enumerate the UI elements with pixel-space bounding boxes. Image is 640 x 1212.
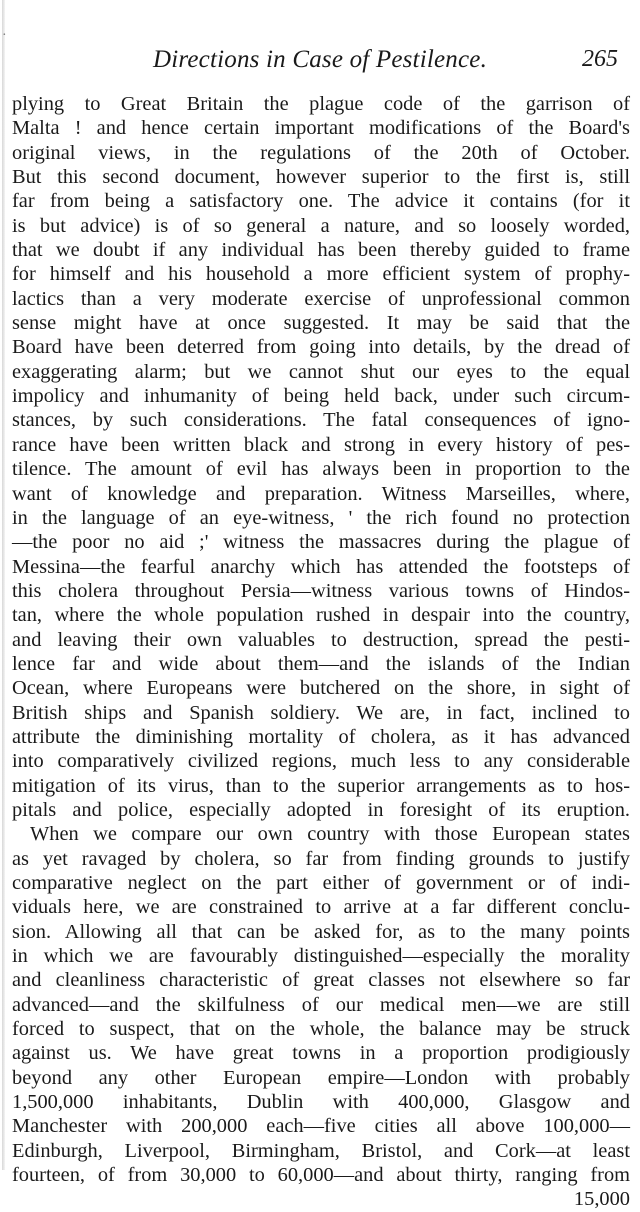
text-line: lactics than a very moderate exercise of unprofessional common — [12, 287, 630, 310]
text-line: mitigation of its virus, than to the superior arrangements as to hos- — [12, 774, 630, 797]
text-line: original views, in the regulations of the 20th of October. — [12, 141, 630, 164]
margin-mark: · — [2, 28, 7, 43]
text-line: sion. Allowing all that can be asked for, as to the many points — [12, 920, 630, 943]
text-line: this cholera throughout Persia—witness various towns of Hindos- — [12, 579, 630, 602]
text-line: rance have been written black and strong in every history of pes- — [12, 433, 630, 456]
text-line: advanced—and the skilfulness of our medical men—we are still — [12, 993, 630, 1016]
running-head — [0, 46, 640, 80]
text-line: comparative neglect on the part either of government or of indi- — [12, 872, 630, 894]
text-line: sense might have at once suggested. It may be said that the — [12, 312, 630, 335]
text-line: tan, where the whole population rushed in despair into the country, — [12, 604, 630, 627]
text-line: for himself and his household a more efficient system of prophy- — [12, 263, 630, 286]
text-line: Messina—the fearful anarchy which has attended the footsteps of — [12, 555, 630, 578]
text-line: pitals and police, especially adopted in foresight of its eruption. — [12, 798, 630, 821]
text-line: and leaving their own valuables to destruction, spread the pesti- — [12, 628, 630, 651]
page-gutter — [2, 0, 5, 1170]
catchword: 15,000 — [573, 1188, 630, 1211]
text-line: that we doubt if any individual has been thereby guided to frame — [12, 239, 630, 262]
text-line: Edinburgh, Liverpool, Birmingham, Bristol, and Cork—at least — [12, 1139, 630, 1162]
text-line: far from being a satisfactory one. The advice it contains (for it — [12, 190, 630, 213]
body-text — [12, 92, 630, 1212]
text-line: 1,500,000 inhabitants, Dublin with 400,000, Glasgow and — [12, 1091, 630, 1114]
text-line: Ocean, where Europeans were butchered on the shore, in sight of — [12, 677, 630, 700]
text-line: But this second document, however superior to the first is, still — [12, 166, 630, 189]
text-line: British ships and Spanish soldiery. We are, in fact, inclined to — [12, 701, 630, 724]
text-line: want of knowledge and preparation. Witness Marseilles, where, — [12, 482, 630, 505]
text-line: stances, by such considerations. The fatal consequences of igno- — [12, 409, 630, 432]
text-line: exaggerating alarm; but we cannot shut our eyes to the equal — [12, 360, 630, 383]
text-line: as yet ravaged by cholera, so far from finding grounds to justify — [12, 847, 630, 870]
text-line: fourteen, of from 30,000 to 60,000—and about thirty, ranging from — [12, 1164, 630, 1187]
text-line: in which we are favourably distinguished—especially the morality — [12, 945, 630, 968]
text-line: —the poor no aid ;' witness the massacres during the plague of — [12, 531, 630, 554]
text-line: is but advice) is of so general a nature, and so loosely worded, — [12, 214, 630, 237]
text-line: Malta ! and hence certain important modifications of the Board's — [12, 117, 630, 140]
text-line: and cleanliness characteristic of great classes not elsewhere so far — [12, 969, 630, 992]
text-line: lence far and wide about them—and the islands of the Indian — [12, 652, 630, 675]
text-line: Board have been deterred from going into details, by the dread of — [12, 336, 630, 359]
text-line: When we compare our own country with those European states — [30, 823, 630, 846]
text-line: impolicy and inhumanity of being held back, under such circum- — [12, 385, 630, 408]
text-line: viduals here, we are constrained to arrive at a far different conclu- — [12, 896, 630, 919]
text-line: Manchester with 200,000 each—five cities all above 100,000— — [12, 1115, 630, 1138]
text-line: tilence. The amount of evil has always been in proportion to the — [12, 458, 630, 481]
text-line: plying to Great Britain the plague code of the garrison of — [12, 93, 630, 115]
text-line: attribute the diminishing mortality of cholera, as it has advanced — [12, 725, 630, 748]
running-head-title: Directions in Case of Pestilence. — [152, 46, 488, 73]
text-line: beyond any other European empire—London with probably — [12, 1066, 630, 1089]
text-line: in the language of an eye-witness, ' the rich found no protection — [12, 506, 630, 529]
text-line: into comparatively civilized regions, much less to any considerable — [12, 750, 630, 773]
text-line: forced to suspect, that on the whole, the balance may be struck — [12, 1018, 630, 1041]
page-number: 265 — [582, 46, 618, 72]
text-line: against us. We have great towns in a proportion prodigiously — [12, 1042, 630, 1065]
